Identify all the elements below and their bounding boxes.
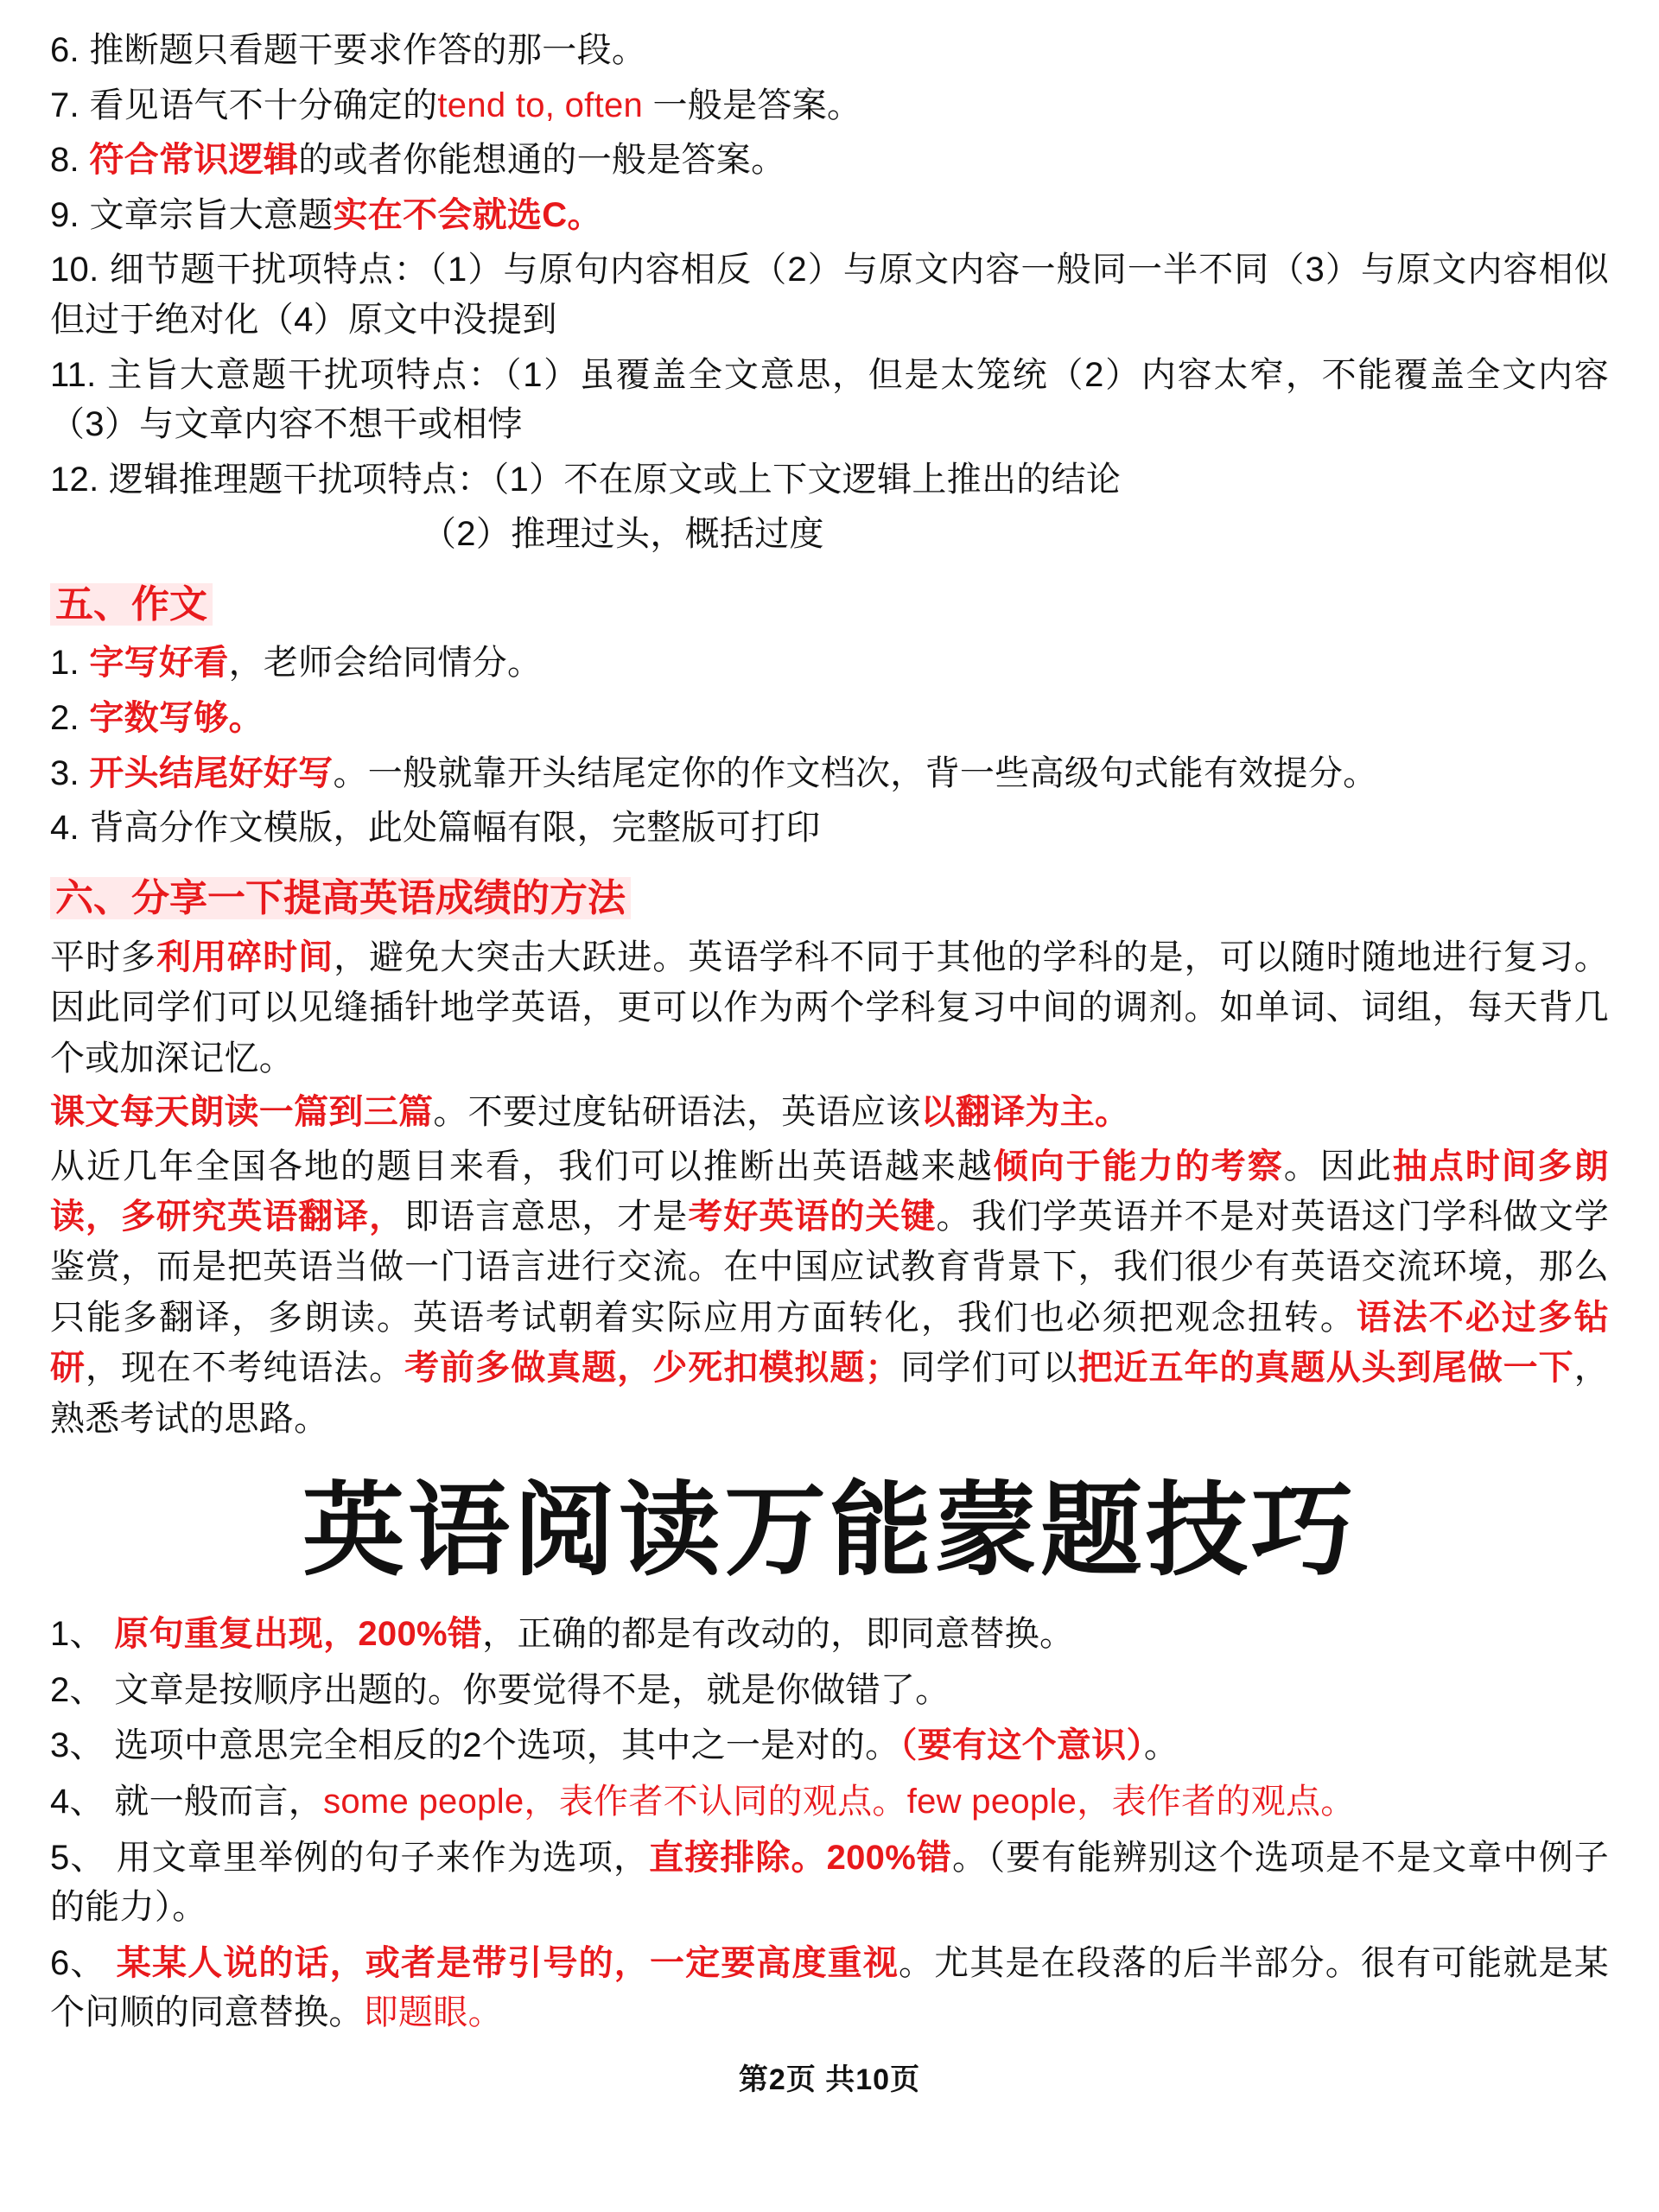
mengti-tip-item-segment: 直接排除。200%错 xyxy=(649,1838,952,1877)
section-five-item-index: 3. xyxy=(50,753,90,792)
reading-tip-item-segment: 一般是答案。 xyxy=(643,86,862,124)
mengti-tip-item-segment: （要有这个意识） xyxy=(899,1726,1144,1765)
mengti-tip-item xyxy=(50,1721,1609,1771)
section-six-paragraph-segment: 把近五年的真题从头到尾做一下 xyxy=(1077,1349,1574,1388)
section-six-paragraph-segment: 利用碎时间 xyxy=(156,938,334,977)
mengti-tip-item-segment: 就一般而言， xyxy=(114,1782,324,1821)
reading-tip-item xyxy=(50,245,1609,345)
mengti-tip-item-segment: 用文章里举例的句子来作为选项， xyxy=(116,1838,650,1877)
section-six-paragraph-segment: 课文每天朗读一篇到三篇 xyxy=(50,1093,434,1132)
section-five-item-segment: 字写好看 xyxy=(89,644,229,683)
mengti-tip-item-segment: 。尤其是在段落的后半部分。很有可能就是某个问顺的同意替换。 xyxy=(50,1943,1609,2032)
reading-tip-item-index: 6. xyxy=(50,31,90,69)
reading-tip-item-segment: 逻辑推理题干扰项特点：（1）不在原文或上下文逻辑上推出的结论 xyxy=(108,460,1122,499)
mengti-tip-item-index: 2、 xyxy=(50,1670,115,1709)
reading-tip-item-index: 8. xyxy=(50,141,90,180)
mengti-tip-item-segment: 原句重复出现，200%错 xyxy=(114,1615,483,1654)
section-five-item-segment: 。一般就靠开头结尾定你的作文档次，背一些高级句式能有效提分。 xyxy=(333,753,1378,792)
section-six-paragraph-segment: ，熟悉考试的思路。 xyxy=(50,1349,1609,1438)
reading-tip-item-segment: 文章宗旨大意题 xyxy=(89,195,334,234)
section-five-item-index: 1. xyxy=(50,644,90,683)
mengti-tip-item-segment: 即题眼。 xyxy=(363,1993,503,2032)
mengti-tip-item-segment: 某某人说的话，或者是带引号的，一定要高度重视 xyxy=(116,1943,899,1982)
section-heading-six xyxy=(50,873,1609,924)
page-footer: 第2页 共10页 xyxy=(738,2063,921,2096)
section-six-paragraph-segment: 即语言意思，才是 xyxy=(404,1198,689,1236)
section-six-paragraph-segment: 平时多 xyxy=(50,938,157,977)
mengti-tip-item xyxy=(50,1777,1609,1827)
section-five-item-segment: 开头结尾好好写 xyxy=(89,753,334,792)
reading-tip-item-index: 12. xyxy=(50,460,109,499)
section-six-paragraph-segment: 以翻译为主。 xyxy=(920,1093,1130,1132)
reading-tip-item xyxy=(50,81,1609,131)
section-heading-five-label: 五、作文 xyxy=(50,583,213,626)
mengti-tip-item-index: 5、 xyxy=(50,1838,117,1877)
section-five-item-index: 2. xyxy=(50,698,90,737)
mengti-tip-item-segment: 选项中意思完全相反的2个选项，其中之一是对的。 xyxy=(114,1726,900,1765)
section-six-paragraph-segment: ，避免大突击大跃进。英语学科不同于其他的学科的是，可以随时随地进行复习。因此同学们可以见缝插针地学英语，更可以作为两个学科复习中间的调剂。如单词、词组，每天背几个或加深记忆。 xyxy=(50,938,1610,1077)
reading-tip-item-index: 10. xyxy=(50,251,110,289)
section-six-paragraph-segment: 。我们学英语并不是对英语这门学科做文学鉴赏，而是把英语当做一门语言进行交流。在中国应试教育背景下，我们很少有英语交流环境，那么只能多翻译，多朗读。英语考试朝着实际应用方面转化，我们也必须把观念扭转。 xyxy=(50,1198,1610,1337)
mengti-tip-item-segment: 。（要有能辨别这个选项是不是文章中例子的能力）。 xyxy=(50,1838,1609,1927)
reading-tip-item-index: 7. xyxy=(50,86,90,124)
mengti-tip-item-segment: some people，表作者不认同的观点。few people，表作者的观点。 xyxy=(323,1782,1356,1821)
section-five-item-segment: ，老师会给同情分。 xyxy=(228,644,543,683)
mengti-tip-item-index: 4、 xyxy=(50,1782,115,1821)
mengti-tip-item-index: 3、 xyxy=(50,1726,115,1765)
section-six-paragraphs xyxy=(50,932,1609,1444)
section-five-item xyxy=(50,749,1609,799)
section-five-items xyxy=(50,639,1609,853)
mengti-tip-item-segment: 。 xyxy=(1143,1726,1179,1765)
section-five-item-segment: 字数写够。 xyxy=(89,698,264,737)
section-six-paragraph-segment: 考前多做真题，少死扣模拟题； xyxy=(404,1349,900,1388)
section-five-item xyxy=(50,694,1609,744)
mengti-tip-item xyxy=(50,1666,1609,1716)
reading-tip-item-segment: 推断题只看题干要求作答的那一段。 xyxy=(89,31,647,69)
mengti-tip-item xyxy=(50,1939,1609,2038)
section-heading-five xyxy=(50,579,1609,630)
mengti-tip-item xyxy=(50,1610,1609,1660)
section-five-item-segment: 背高分作文模版，此处篇幅有限，完整版可打印 xyxy=(89,809,821,848)
section-five-item xyxy=(50,804,1609,854)
section-heading-six-label: 六、分享一下提高英语成绩的方法 xyxy=(50,877,631,919)
mengti-tips-list xyxy=(50,1610,1609,2038)
mengti-tip-item-segment: ，正确的都是有改动的，即同意替换。 xyxy=(482,1615,1075,1654)
section-six-paragraph xyxy=(50,932,1609,1084)
mengti-tip-item-index: 1、 xyxy=(50,1615,115,1654)
reading-tip-item xyxy=(50,26,1609,76)
reading-tip-item xyxy=(50,191,1609,241)
reading-tip-item xyxy=(50,455,1609,505)
section-six-paragraph-segment: 抽点时间多朗读，多研究英语翻译， xyxy=(50,1147,1609,1236)
reading-tip-item-segment: 看见语气不十分确定的 xyxy=(89,86,438,124)
reading-tip-item-segment: 细节题干扰项特点：（1）与原句内容相反（2）与原文内容一般同一半不同（3）与原文内容相似但过于绝对化（4）原文中没提到 xyxy=(50,251,1610,339)
reading-tip-item-segment: 符合常识逻辑 xyxy=(89,141,299,180)
mengti-tip-item-segment: 文章是按顺序出题的。你要觉得不是，就是你做错了。 xyxy=(114,1670,950,1709)
reading-tip-item-segment: 实在不会就选C。 xyxy=(333,195,602,234)
reading-tip-item-segment: tend to, often xyxy=(437,86,644,124)
reading-tip-item xyxy=(50,351,1609,450)
mengti-tip-item xyxy=(50,1834,1609,1933)
section-six-paragraph-segment: 从近几年全国各地的题目来看，我们可以推断出英语越来越 xyxy=(50,1147,994,1185)
section-six-paragraph-segment: 语法不必过多钻研 xyxy=(50,1298,1609,1388)
reading-tip-item-segment: 的或者你能想通的一般是答案。 xyxy=(298,141,786,180)
section-six-paragraph xyxy=(50,1141,1609,1444)
reading-tip-item-index: 11. xyxy=(50,355,108,394)
reading-tip-item xyxy=(50,136,1609,186)
section-six-paragraph-segment: 同学们可以 xyxy=(899,1349,1078,1388)
section-six-paragraph-segment: 考好英语的关键 xyxy=(688,1198,937,1236)
section-five-item xyxy=(50,639,1609,689)
section-six-paragraph-segment: 。不要过度钻研语法，英语应该 xyxy=(433,1093,921,1132)
big-title: 英语阅读万能蒙题技巧 xyxy=(302,1471,1357,1590)
section-six-paragraph-segment: 倾向于能力的考察 xyxy=(993,1147,1284,1185)
section-six-paragraph-segment: ，现在不考纯语法。 xyxy=(86,1349,405,1388)
reading-tip-item-index: 9. xyxy=(50,195,90,234)
reading-tips-list xyxy=(50,26,1609,505)
section-five-item-index: 4. xyxy=(50,809,90,848)
section-six-paragraph-segment: 。因此 xyxy=(1283,1147,1393,1185)
mengti-tip-item-index: 6、 xyxy=(50,1943,117,1982)
reading-tip-item-segment: 主旨大意题干扰项特点：（1）虽覆盖全文意思，但是太笼统（2）内容太窄，不能覆盖全文内容（3）与文章内容不想干或相悖 xyxy=(50,355,1610,444)
section-six-paragraph xyxy=(50,1087,1609,1137)
tip-12-sub-item: （2）推理过头，概括过度 xyxy=(422,515,824,554)
